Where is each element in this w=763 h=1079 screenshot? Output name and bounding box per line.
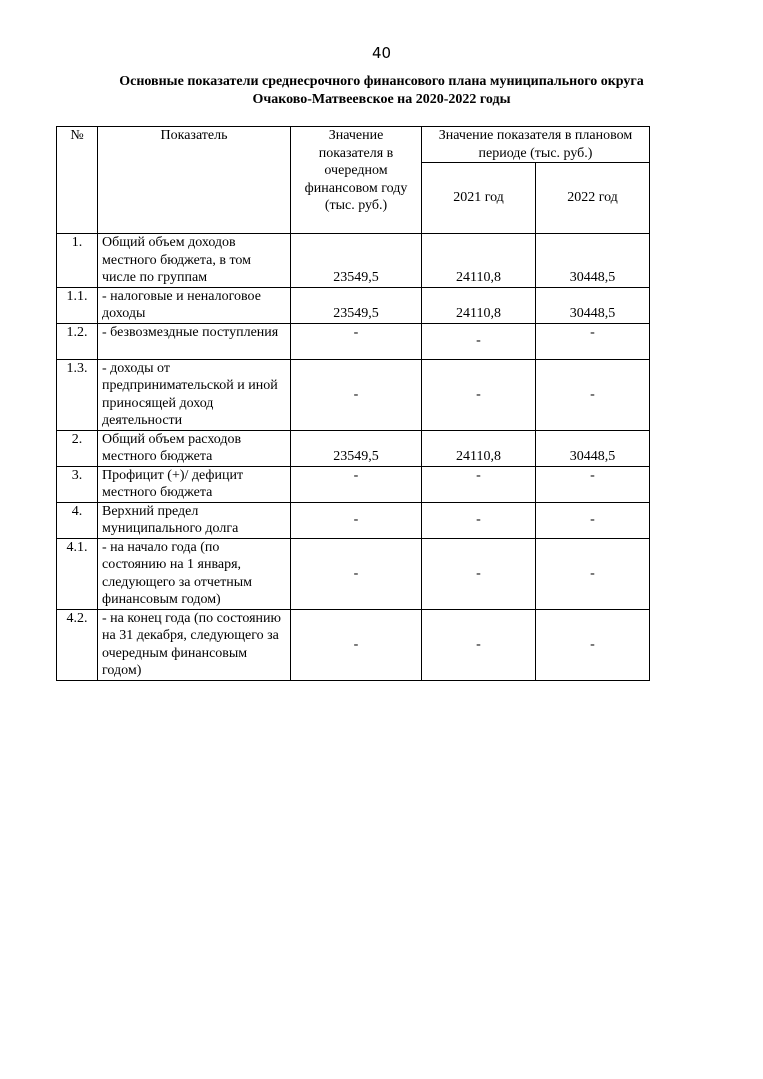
row-2022-value: - [536,323,650,359]
row-2021-value: - [422,609,536,680]
row-indicator: - доходы от предпринимательской и иной приносящей доход деятельности [98,359,291,430]
table-row [57,234,650,288]
row-indicator: - налоговые и неналоговое доходы [98,287,291,323]
row-2022-value: 30448,5 [536,430,650,466]
row-2021-value: - [422,323,536,359]
table-row [57,466,650,502]
table-row [57,430,650,466]
row-indicator: Общий объем доходов местного бюджета, в том числе по группам [98,234,291,288]
indicators-table [56,126,650,681]
row-number: 1.3. [57,359,98,430]
row-2022-value: 30448,5 [536,234,650,288]
header-indicator: Показатель [98,127,291,234]
row-current-value: - [291,359,422,430]
row-current-value: 23549,5 [291,287,422,323]
row-indicator: Профицит (+)/ дефицит местного бюджета [98,466,291,502]
row-number: 2. [57,430,98,466]
row-indicator: Общий объем расходов местного бюджета [98,430,291,466]
table-body [57,234,650,681]
row-current-value: - [291,323,422,359]
row-current-value: 23549,5 [291,430,422,466]
table-row [57,538,650,609]
row-indicator: - безвозмездные поступления [98,323,291,359]
row-2021-value: - [422,359,536,430]
table-header [57,127,650,234]
page-number: 40 [371,44,392,62]
row-2021-value: 24110,8 [422,234,536,288]
row-indicator: - на начало года (по состоянию на 1 января, следующего за отчетным финансовым годом) [98,538,291,609]
row-number: 4. [57,502,98,538]
row-number: 1.1. [57,287,98,323]
row-indicator: Верхний предел муниципального долга [98,502,291,538]
table-row [57,502,650,538]
row-2021-value: - [422,502,536,538]
table-row [57,359,650,430]
header-year-2021: 2021 год [422,163,536,234]
header-year-2022: 2022 год [536,163,650,234]
header-plan-period: Значение показателя в плановом периоде (тыс. руб.) [422,127,650,163]
title-line-1: Основные показатели среднесрочного финансового плана муниципального округа [119,74,644,89]
table-row [57,323,650,359]
row-current-value: 23549,5 [291,234,422,288]
row-2022-value: - [536,466,650,502]
row-2021-value: - [422,538,536,609]
row-2022-value: 30448,5 [536,287,650,323]
row-current-value: - [291,609,422,680]
row-number: 4.1. [57,538,98,609]
row-number: 1. [57,234,98,288]
row-2022-value: - [536,538,650,609]
row-2021-value: 24110,8 [422,430,536,466]
header-current-year: Значение показателя в очередном финансовом году (тыс. руб.) [291,127,422,234]
table-row [57,609,650,680]
row-number: 1.2. [57,323,98,359]
title-line-2: Очаково-Матвеевское на 2020-2022 годы [252,92,511,107]
document-title [60,73,703,109]
row-2022-value: - [536,359,650,430]
row-current-value: - [291,538,422,609]
row-2022-value: - [536,609,650,680]
row-current-value: - [291,502,422,538]
row-2021-value: - [422,466,536,502]
table-row [57,287,650,323]
row-2021-value: 24110,8 [422,287,536,323]
row-number: 3. [57,466,98,502]
row-number: 4.2. [57,609,98,680]
row-2022-value: - [536,502,650,538]
row-indicator: - на конец года (по состоянию на 31 декабря, следующего за очередным финансовым годом) [98,609,291,680]
header-number: № [57,127,98,234]
row-current-value: - [291,466,422,502]
